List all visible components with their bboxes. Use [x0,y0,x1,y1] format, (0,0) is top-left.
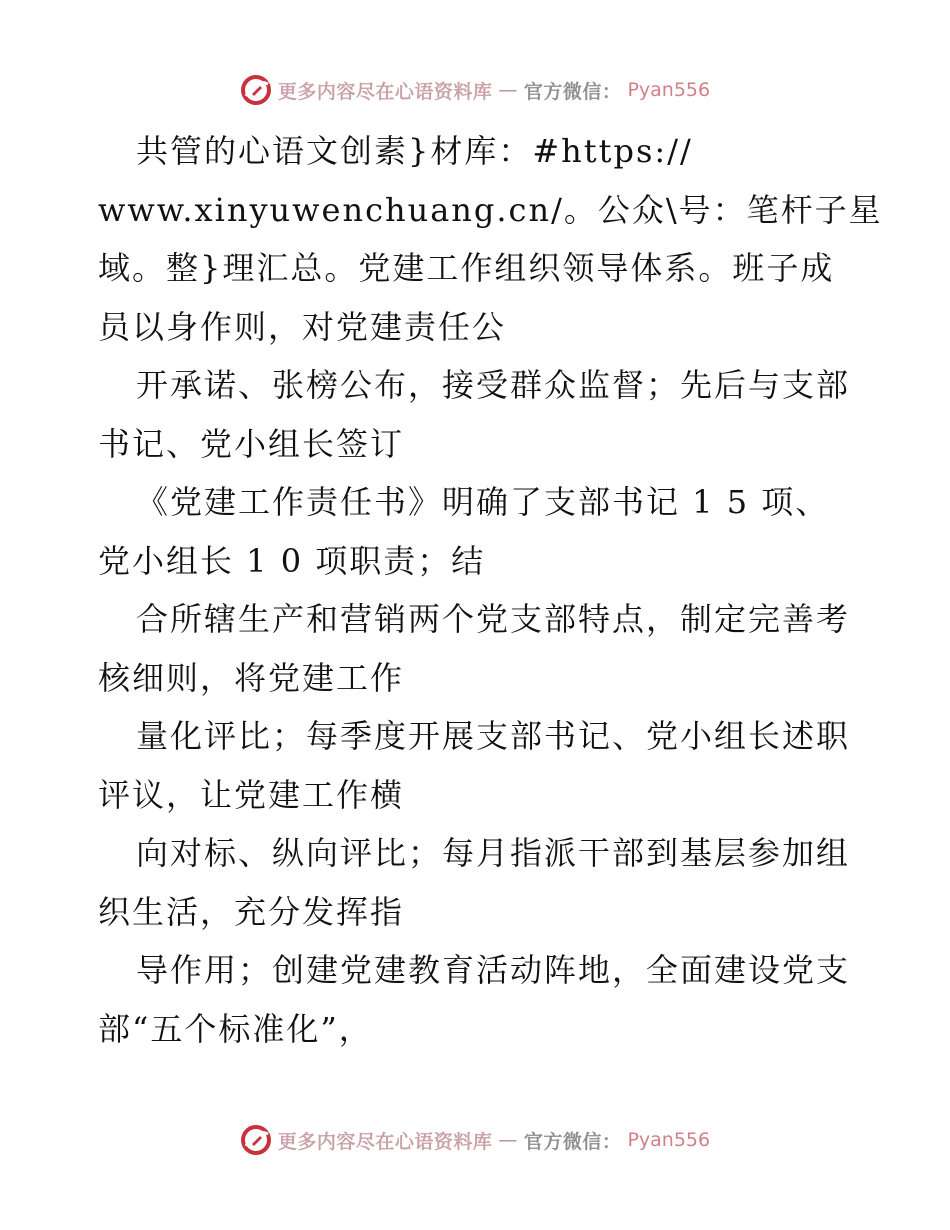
document-body [98,122,883,1058]
watermark-main-text: 更多内容尽在心语资料库 [277,80,493,103]
watermark-dash: — [498,1129,518,1151]
red-ring-logo-icon [240,74,272,106]
body-text-line: 导作用；创建党建教育活动阵地，全面建设党支 [136,951,851,989]
body-text-line: www.xinyuwenchuang.cn/。公众\号：笔杆子星 [98,190,883,229]
body-text-line: 量化评比；每季度开展支部书记、党小组长述职 [136,717,851,755]
watermark-wechat-id: Pyan556 [627,79,711,101]
body-text-line: 共管的心语文创素}材库：#https:// [136,132,693,170]
body-text-line: 向对标、纵向评比；每月指派干部到基层参加组 [136,834,851,872]
body-text-line: 核细则，将党建工作 [98,658,405,697]
header-watermark [0,70,950,110]
body-text-line: 域。整}理汇总。党建工作组织领导体系。班子成 [98,249,835,287]
body-text-line: 员以身作则，对党建责任公 [98,307,507,346]
body-text-line: 部“五个标准化”， [98,1009,373,1048]
red-ring-logo-icon [240,1124,272,1156]
body-text-line: 织生活，充分发挥指 [98,892,405,931]
body-text-line: 《党建工作责任书》明确了支部书记 1 5 项、 [136,483,830,521]
body-text-line: 党小组长 1 0 项职责；结 [98,541,486,580]
watermark-wechat-id: Pyan556 [627,1129,711,1151]
body-text-line: 合所辖生产和营销两个党支部特点，制定完善考 [136,600,851,638]
watermark-official-label: 官方微信： [523,80,622,103]
watermark-main-text: 更多内容尽在心语资料库 [277,1130,493,1153]
body-text-line: 书记、党小组长签订 [98,424,405,463]
body-text-line: 开承诺、张榜公布，接受群众监督；先后与支部 [136,366,851,404]
watermark-official-label: 官方微信： [523,1130,622,1153]
footer-watermark [0,1120,950,1160]
body-text-line: 评议，让党建工作横 [98,775,405,814]
watermark-dash: — [498,79,518,101]
